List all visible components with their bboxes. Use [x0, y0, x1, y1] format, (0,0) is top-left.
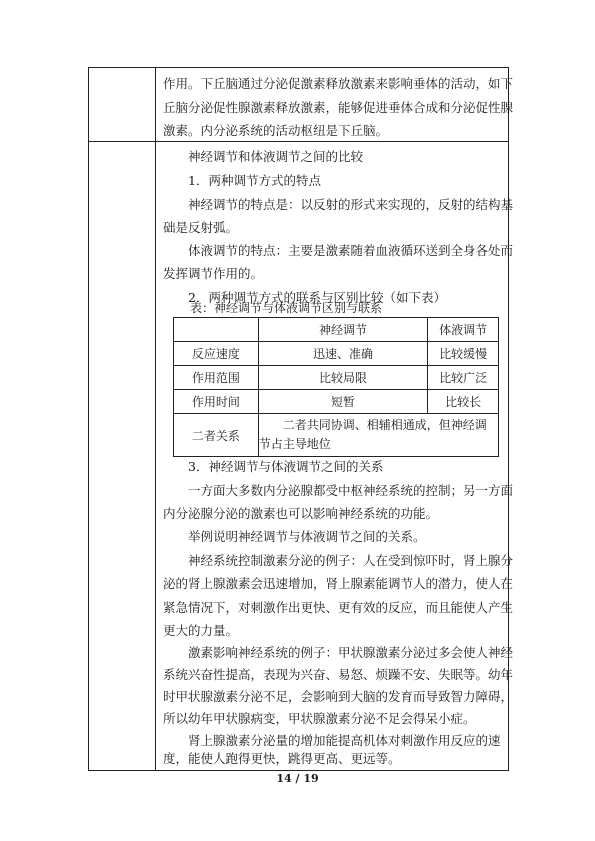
row-neural-value: 比较局限: [258, 366, 427, 390]
relation-text: [258, 414, 498, 457]
example-hormone-line-2: 系统兴奋性提高，表现为兴奋、易怒、烦躁不安、失眠等。幼年: [163, 667, 514, 682]
table-relation-row: [174, 414, 499, 457]
row-humoral-value: 比较长: [428, 390, 499, 414]
intro-line-2: 丘脑分泌促性腺激素释放激素，能够促进垂体合成和分泌促性腺: [163, 100, 514, 115]
row-label: 反应速度: [174, 342, 259, 366]
humoral-feature-line-2: 发挥调节作用的。: [163, 266, 264, 281]
example-hormone-line-3: 时甲状腺激素分泌不足，会影响到大脑的发育而导致智力障碍，: [163, 689, 514, 704]
intro-line-3: 激素。内分泌系统的活动枢纽是下丘脑。: [163, 123, 389, 138]
adrenaline-line-1-visible: 肾上腺激素分泌量的增加能提高机体对刺激作用反应的速: [188, 733, 501, 748]
intro-line-1: 作用。下丘脑通过分泌促激素释放激素来影响垂体的活动，如下: [163, 76, 514, 91]
example-neural-line-1: 神经系统控制激素分泌的例子：人在受到惊吓时，肾上腺分: [188, 553, 514, 568]
header-cell-neural: 神经调节: [258, 318, 427, 342]
humoral-feature-line-1: 体液调节的特点：主要是激素随着血液循环送到全身各处而: [188, 243, 514, 258]
section-title: 神经调节和体液调节之间的比较: [188, 149, 364, 164]
neural-feature-line-2: 础是反射弧。: [163, 220, 239, 235]
header-cell-empty: [174, 318, 259, 342]
example-neural-line-3: 紧急情况下，对刺激作出更快、更有效的反应，而且能使人产生: [163, 600, 514, 615]
relation-text-line-1: 二者共同协调、相辅相通成，但神经调: [282, 418, 487, 432]
table-bottom-border: [88, 770, 508, 771]
row-label: 作用范围: [174, 366, 259, 390]
neural-feature-line-1: 神经调节的特点是：以反射的形式来实现的，反射的结构基: [188, 197, 514, 212]
row-neural-value: 迅速、准确: [258, 342, 427, 366]
table-row: [174, 390, 499, 414]
row-neural-value: 短暂: [258, 390, 427, 414]
sub2-heading: 2．两种调节方式的联系与区别比较（如下表）: [188, 290, 446, 305]
table-header-row: [174, 318, 499, 342]
row-label: 作用时间: [174, 390, 259, 414]
relation-para-line-1: 一方面大多数内分泌腺都受中枢神经系统的控制；另一方面: [188, 483, 514, 498]
comparison-table: [173, 317, 499, 457]
header-cell-humoral: 体液调节: [428, 318, 499, 342]
example-neural-line-2: 泌的肾上腺激素会迅速增加，肾上腺素能调节人的潜力，使人在: [163, 576, 514, 591]
table-top-border: [88, 67, 508, 68]
example-hormone-line-1: 激素影响神经系统的例子：甲状腺激素分泌过多会使人神经: [188, 645, 514, 660]
sub1-heading: 1．两种调节方式的特点: [188, 173, 321, 188]
table-row: [174, 366, 499, 390]
example-neural-line-4: 更大的力量。: [163, 623, 239, 638]
example-hormone-line-4: 所以幼年甲状腺病变，甲状腺激素分泌不足会得呆小症。: [163, 711, 476, 726]
column-divider: [155, 67, 156, 770]
row-humoral-value: 比较缓慢: [428, 342, 499, 366]
example-intro: 举例说明神经调节与体液调节之间的关系。: [188, 529, 426, 544]
adrenaline-line-2-visible: 度，能使人跑得更快，跳得更高、更远等。: [163, 751, 401, 766]
relation-para-line-2: 内分泌腺分泌的激素也可以影响神经系统的功能。: [163, 506, 439, 521]
relation-label: 二者关系: [174, 414, 259, 457]
relation-text-line-2: 节占主导地位: [258, 437, 331, 451]
page-number: 14 / 19: [276, 772, 319, 785]
row-humoral-value: 比较广泛: [428, 366, 499, 390]
sub3-heading: 3．神经调节与体液调节之间的关系: [188, 459, 384, 474]
table-row: [174, 342, 499, 366]
table-caption: 表：神经调节与体液调节区别与联系: [190, 301, 383, 315]
